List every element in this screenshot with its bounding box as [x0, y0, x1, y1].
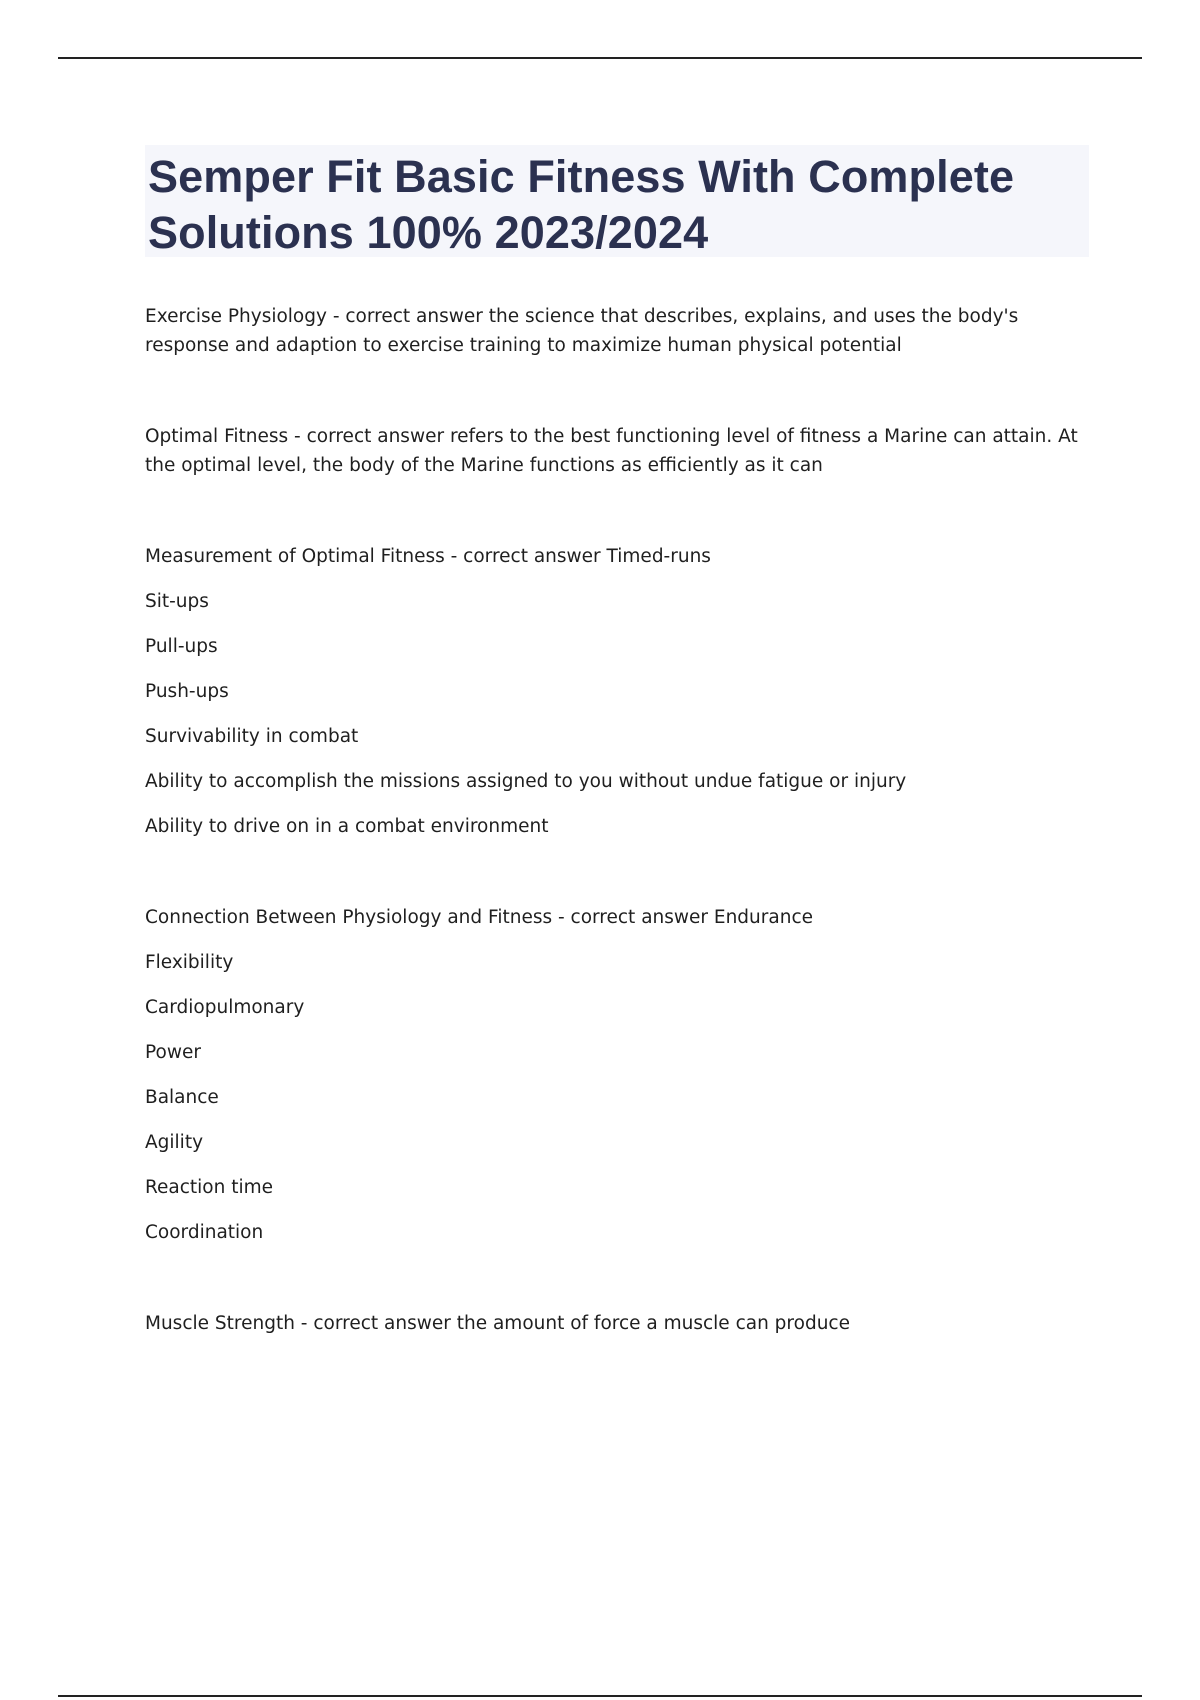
entry-line: Flexibility [145, 952, 234, 973]
entry-line: Agility [145, 1132, 204, 1153]
entry-line: Ability to drive on in a combat environment [145, 816, 549, 837]
entry-line: Connection Between Physiology and Fitness - correct answer Endurance [145, 907, 813, 928]
entry-line: Balance [145, 1087, 219, 1108]
entry-text: Exercise Physiology - correct answer the science that describes, explains, and uses the body's response and adaption to exercise training to maximize human physical potential [145, 306, 1019, 356]
entry-line: Pull-ups [145, 636, 218, 657]
entry-line: Coordination [145, 1222, 264, 1243]
entry-physiology-fitness-connection [145, 903, 1095, 1247]
spacer [145, 841, 1095, 903]
entry-text: Optimal Fitness - correct answer refers to the best functioning level of fitness a Marine can attain. At the optimal level, the body of the Marine functions as efficiently as it can [145, 426, 1078, 476]
entry-line: Measurement of Optimal Fitness - correct answer Timed-runs [145, 546, 711, 567]
document-body [145, 302, 1095, 1338]
entry-muscle-strength [145, 1309, 1095, 1338]
document-title: Semper Fit Basic Fitness With Complete Solutions 100% 2023/2024 [148, 151, 1015, 258]
entry-line: Ability to accomplish the missions assigned to you without undue fatigue or injury [145, 771, 907, 792]
entry-exercise-physiology [145, 302, 1095, 360]
entry-line: Power [145, 1042, 201, 1063]
spacer [145, 480, 1095, 542]
entry-line: Survivability in combat [145, 726, 359, 747]
entry-line: Reaction time [145, 1177, 274, 1198]
entry-line: Push-ups [145, 681, 229, 702]
title-banner [145, 145, 1089, 257]
spacer [145, 1247, 1095, 1309]
entry-text: Muscle Strength - correct answer the amount of force a muscle can produce [145, 1313, 850, 1334]
spacer [145, 360, 1095, 422]
footer-rule [58, 1695, 1142, 1697]
entry-optimal-fitness [145, 422, 1095, 480]
entry-line: Cardiopulmonary [145, 997, 305, 1018]
entry-line: Sit-ups [145, 591, 209, 612]
header-rule [58, 57, 1142, 59]
entry-measurement-optimal-fitness [145, 542, 1095, 841]
